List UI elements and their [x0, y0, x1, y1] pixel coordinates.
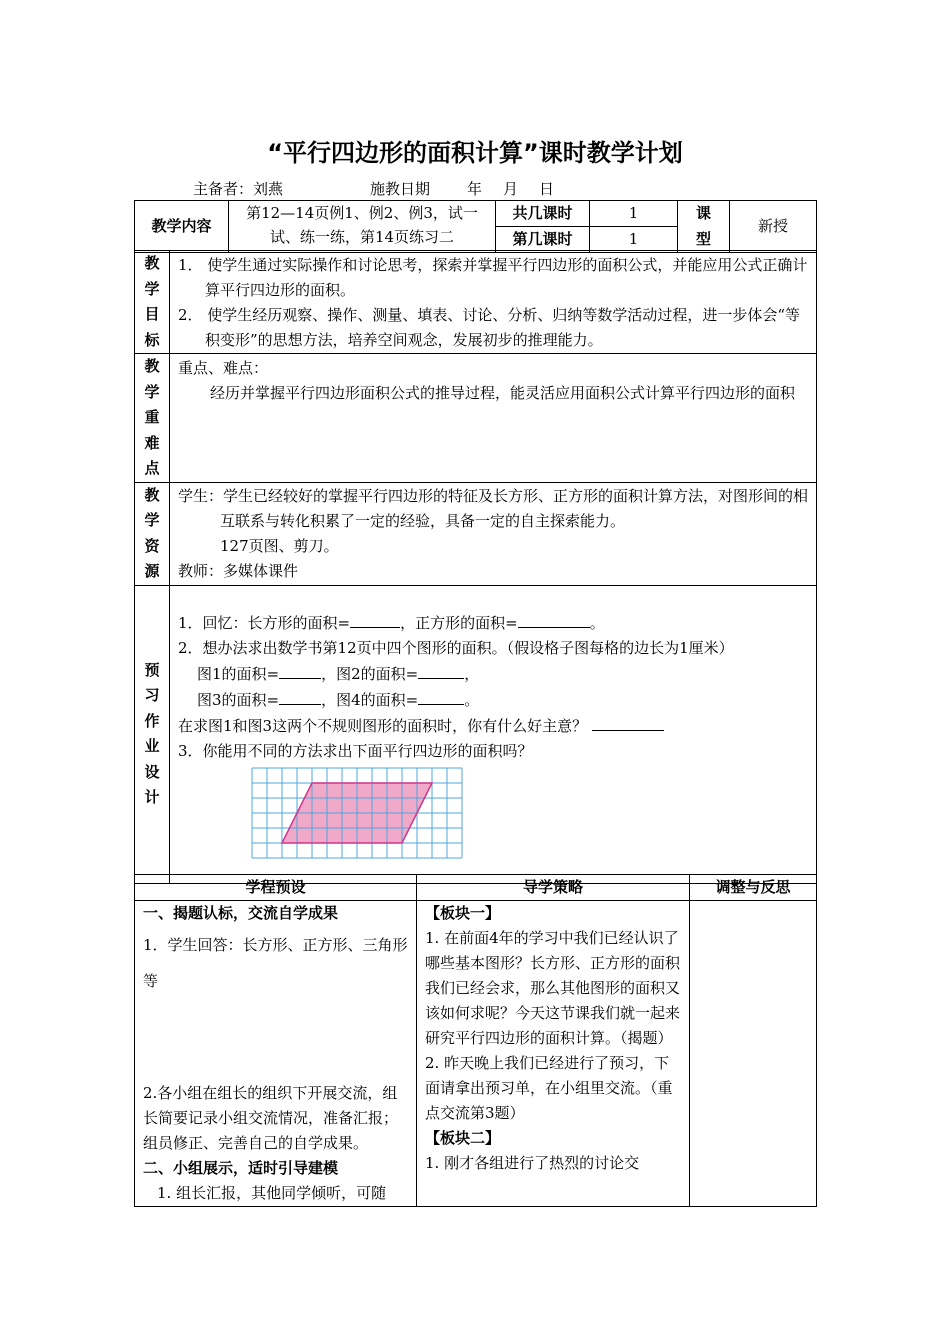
goal-item-1: 1． 使学生通过实际操作和讨论思考，探索并掌握平行四边形的面积公式，并能应用公式正确计算平行四边形的面积。: [178, 256, 808, 299]
process-table: [134, 874, 817, 1207]
q3: 3．你能用不同的方法求出下面平行四边形的面积吗？: [178, 741, 533, 760]
nth-lesson-value: 1: [590, 227, 678, 253]
q-extra: 在求图1和图3这两个不规则图形的面积时，你有什么好主意？: [178, 716, 588, 735]
fig2-label: ，图2的面积=: [321, 664, 419, 683]
month-label: 月: [503, 180, 519, 198]
blank-square-area[interactable]: [518, 610, 590, 628]
mid-p3: 1. 刚才各组进行了热烈的讨论交: [425, 1154, 640, 1172]
resources-label: 教学资源: [135, 482, 170, 585]
nth-lesson-label: 第几课时: [496, 227, 590, 253]
fig4-end: 。: [464, 690, 480, 709]
lesson-type-value: 新授: [730, 201, 817, 253]
info-table: [134, 200, 817, 253]
goal-item-2: 2． 使学生经历观察、操作、测量、填表、讨论、分析、归纳等数学活动过程，进一步体会“等积变形”的思想方法，培养空间观念，发展初步的推理能力。: [178, 306, 800, 349]
day-label: 日: [539, 180, 555, 198]
process-header-3: 调整与反思: [690, 875, 817, 901]
key-text: 经历并掌握平行四边形面积公式的推导过程，能灵活应用面积公式计算平行四边形的面积: [210, 384, 796, 402]
date-label: 施教日期: [370, 180, 431, 198]
block-2-label: 【板块二】: [425, 1129, 501, 1147]
total-lessons-value: 1: [590, 201, 678, 227]
q1-a: 1．回忆：长方形的面积=: [178, 613, 351, 632]
fig2-end: ，: [464, 664, 480, 683]
blank-rect-area[interactable]: [350, 610, 400, 628]
preview-cell: [170, 585, 817, 883]
key-label: 教学重难点: [135, 354, 170, 483]
mid-p1: 1. 在前面4年的学习中我们已经认识了哪些基本图形？长方形、正方形的面积我们已经会求，那么其他图形的面积又该如何求呢？今天这节课我们就一起来研究平行四边形的面积计算。（揭题）: [425, 929, 681, 1047]
left-heading-2: 二、小组展示，适时引导建模: [143, 1159, 339, 1177]
left-p2: 2.各小组在组长的组织下开展交流，组长简要记录小组交流情况，准备汇报；组员修正、完善自己的自学成果。: [143, 1084, 399, 1152]
blank-fig3[interactable]: [279, 687, 321, 705]
q1-b: ，正方形的面积=: [400, 613, 518, 632]
process-header-2: 导学策略: [417, 875, 690, 901]
key-heading: 重点、难点：: [178, 359, 269, 377]
process-mid: [417, 901, 690, 1207]
blank-fig1[interactable]: [279, 661, 321, 679]
blank-extra[interactable]: [592, 713, 664, 731]
resources-cell: [170, 482, 817, 585]
fig3-label: 图3的面积=: [197, 690, 280, 709]
parallelogram-grid: [251, 767, 463, 867]
block-1-label: 【板块一】: [425, 904, 501, 922]
left-heading-1: 一、揭题认标，交流自学成果: [143, 904, 339, 922]
author-label: 主备者：刘燕: [193, 180, 284, 198]
preview-label: 预习作业设计: [135, 585, 170, 883]
blank-fig4[interactable]: [418, 687, 464, 705]
q1-c: 。: [589, 613, 605, 632]
content-label: 教学内容: [135, 201, 229, 253]
page-title: “平行四边形的面积计算”课时教学计划: [267, 139, 683, 167]
mid-p2: 2. 昨天晚上我们已经进行了预习，下面请拿出预习单，在小组里交流。（重点交流第3题）: [425, 1054, 673, 1122]
year-label: 年: [467, 180, 483, 198]
process-header-1: 学程预设: [135, 875, 417, 901]
plan-table: [134, 250, 817, 884]
resources-teacher: 教师：多媒体课件: [178, 561, 299, 580]
fig1-label: 图1的面积=: [197, 664, 280, 683]
goals-cell: [170, 251, 817, 354]
total-lessons-label: 共几课时: [496, 201, 590, 227]
process-left: [135, 901, 417, 1207]
q2: 2．想办法求出数学书第12页中四个图形的面积。（假设格子图每格的边长为1厘米）: [178, 638, 734, 657]
lesson-type-label: 课型: [678, 201, 730, 253]
content-text: 第12—14页例1、例2、例3，试一试、练一练，第14页练习二: [229, 201, 496, 253]
blank-fig2[interactable]: [418, 661, 464, 679]
resources-student: 学生：学生已经较好的掌握平行四边形的特征及长方形、正方形的面积计算方法，对图形间的相互联系与转化积累了一定的经验，具备一定的自主探索能力。: [178, 486, 809, 530]
left-p3: 1. 组长汇报，其他同学倾听，可随: [157, 1184, 387, 1202]
goals-label: 教学目标: [135, 251, 170, 354]
resources-materials: 127页图、剪刀。: [220, 536, 339, 555]
process-right: [690, 901, 817, 1207]
left-p1: 1．学生回答：长方形、正方形、三角形等: [143, 936, 408, 990]
key-cell: [170, 354, 817, 483]
fig4-label: ，图4的面积=: [321, 690, 419, 709]
